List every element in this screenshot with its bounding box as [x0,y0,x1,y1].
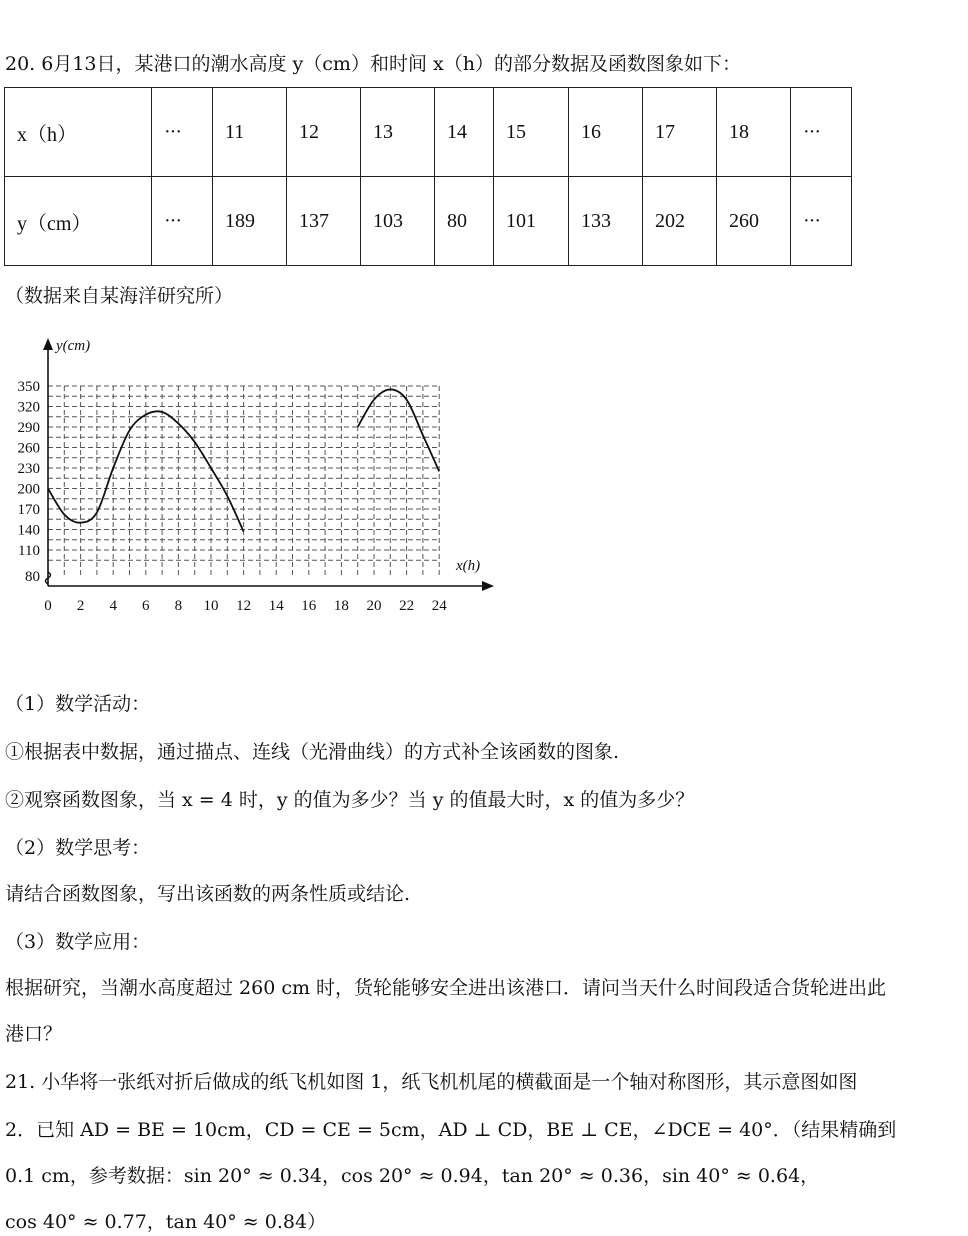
y-tick-label: 290 [17,420,40,436]
q21-line4: cos 40° ≈ 0.77，tan 40° ≈ 0.84） [5,1211,327,1233]
x-tick-label: 16 [301,598,317,614]
y-axis-arrow [43,338,53,350]
table-cell: 137 [287,177,361,266]
chart-axes [43,338,494,591]
table-cell: 101 [494,177,569,266]
q20-title: 20. 6月13日，某港口的潮水高度 y（cm）和时间 x（h）的部分数据及函数图象如下： [5,53,741,75]
x-tick-label: 20 [366,598,382,614]
table-cell: 11 [213,88,287,177]
x-tick-label: 12 [236,598,252,614]
table-cell: 133 [569,177,643,266]
y-tick-label: 320 [17,399,40,416]
q20-part1-item2: ②观察函数图象，当 x = 4 时，y 的值为多少？当 y 的值最大时，x 的值为多少？ [5,789,695,811]
table-cell: 189 [213,177,287,266]
table-cell: 80 [435,177,494,266]
q20-part2-item: 请结合函数图象，写出该函数的两条性质或结论. [5,883,411,905]
table-cell: ··· [791,88,852,177]
table-cell: 15 [494,88,569,177]
table-cell: ··· [791,177,852,266]
y-tick-label: 110 [18,543,40,559]
q20-part1-title: （1）数学活动： [5,693,151,715]
tide-chart [0,330,520,630]
x-tick-label: 10 [203,598,219,614]
table-cell: 202 [643,177,717,266]
table-cell: ··· [152,88,213,177]
q21-line1: 21. 小华将一张纸对折后做成的纸飞机如图 1，纸飞机机尾的横截面是一个轴对称图形，其示意图如图 [5,1071,858,1093]
q20-part1-item1: ①根据表中数据，通过描点、连线（光滑曲线）的方式补全该函数的图象. [5,741,620,763]
y-tick-label: 80 [25,569,40,585]
x-tick-label: 2 [76,598,85,614]
x-tick-label: 24 [431,598,447,614]
chart-grid [48,386,439,576]
y-tick-label: 200 [17,481,40,498]
table-cell: 16 [569,88,643,177]
x-tick-label: 0 [44,598,52,614]
table-cell: 103 [361,177,435,266]
table-cell: y（cm） [5,177,152,266]
y-tick-label: 170 [17,502,40,518]
table-cell: 260 [717,177,791,266]
x-axis-label: x(h) [456,558,481,574]
x-tick-label: 4 [109,598,117,614]
q20-part2-title: （2）数学思考： [5,837,151,859]
x-tick-label: 14 [268,598,284,614]
y-tick-label: 260 [17,440,40,457]
chart-ticks [18,379,448,614]
y-tick-label: 350 [17,379,40,395]
table-cell: 12 [287,88,361,177]
table-cell: ··· [152,177,213,266]
x-tick-label: 18 [333,598,349,614]
q21-line2: 2．已知 AD = BE = 10cm，CD = CE = 5cm，AD ⊥ CD，BE ⊥ CE，∠DCE = 40°．（结果精确到 [5,1119,897,1141]
x-tick-label: 6 [142,598,150,614]
table-cell: x（h） [5,88,152,177]
table-cell: 17 [643,88,717,177]
q20-part3-title: （3）数学应用： [5,931,151,953]
data-table [4,87,852,266]
q21-line3: 0.1 cm，参考数据：sin 20° ≈ 0.34，cos 20° ≈ 0.94，tan 20° ≈ 0.36，sin 40° ≈ 0.64， [5,1165,820,1187]
table-cell: 18 [717,88,791,177]
data-source-note: （数据来自某海洋研究所） [5,285,234,307]
x-tick-label: 8 [174,598,183,614]
tide-curve-right [358,389,440,471]
table-cell: 14 [435,88,494,177]
x-axis-arrow [482,581,494,591]
y-tick-label: 140 [17,522,40,539]
q20-part3-line2: 港口？ [5,1023,63,1045]
x-tick-label: 22 [399,598,415,614]
table-cell: 13 [361,88,435,177]
table-row-y [5,177,852,266]
y-axis-label: y(cm) [56,338,91,354]
table-row-x [5,88,852,177]
y-tick-label: 230 [17,461,40,477]
q20-part3-line1: 根据研究，当潮水高度超过 260 cm 时，货轮能够安全进出该港口．请问当天什么时间段适合货轮进出此 [5,977,887,999]
